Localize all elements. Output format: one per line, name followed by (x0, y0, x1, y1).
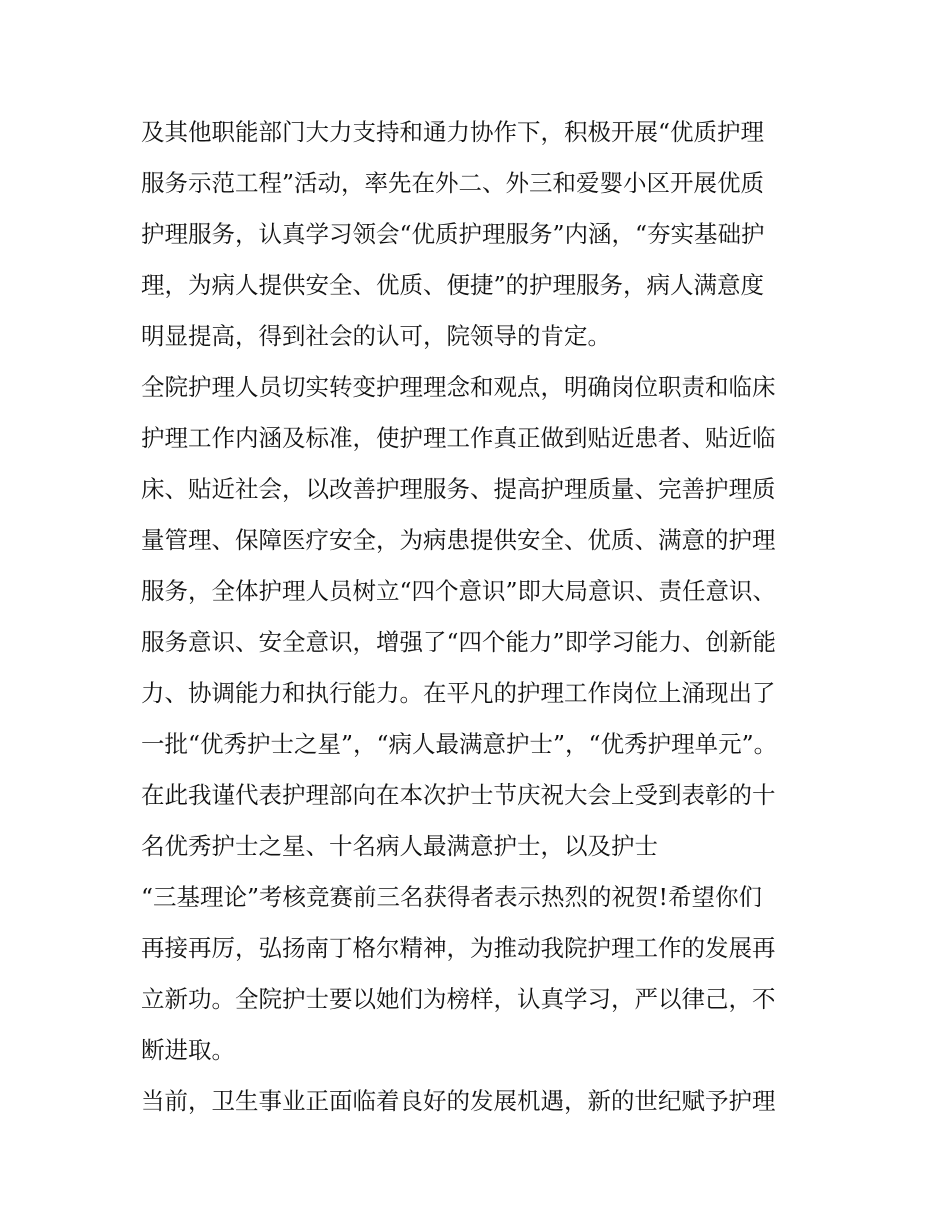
text-line: 护理服务，认真学习领会“优质护理服务”内涵，“夯实基础护 (141, 220, 765, 248)
document-body (141, 107, 821, 1127)
text-line: 服务意识、安全意识，增强了“四个能力”即学习能力、创新能 (141, 628, 777, 656)
text-line: 再接再厉，弘扬南丁格尔精神，为推动我院护理工作的发展再 (141, 934, 776, 962)
text-line: 立新功。全院护士要以她们为榜样，认真学习，严以律己，不 (141, 985, 776, 1013)
text-line: 名优秀护士之星、十名病人最满意护士，以及护士 (141, 832, 658, 860)
text-line: 及其他职能部门大力支持和通力协作下，积极开展“优质护理 (141, 118, 765, 146)
paragraph-2 (141, 362, 821, 1076)
paragraph-3 (141, 1076, 821, 1127)
text-line: “三基理论”考核竞赛前三名获得者表示热烈的祝贺!希望你们 (141, 883, 762, 911)
text-line: 床、贴近社会，以改善护理服务、提高护理质量、完善护理质 (141, 475, 776, 503)
text-line: 护理工作内涵及标准，使护理工作真正做到贴近患者、贴近临 (141, 424, 776, 452)
text-line: 服务示范工程”活动，率先在外二、外三和爱婴小区开展优质 (141, 169, 765, 197)
text-line: 力、协调能力和执行能力。在平凡的护理工作岗位上涌现出了 (141, 679, 776, 707)
text-line: 断进取。 (141, 1036, 235, 1064)
text-line: 量管理、保障医疗安全，为病患提供安全、优质、满意的护理 (141, 526, 776, 554)
paragraph-1 (141, 107, 821, 362)
text-line: 一批“优秀护士之星”，“病人最满意护士”，“优秀护理单元”。 (141, 730, 778, 758)
text-line: 服务，全体护理人员树立“四个意识”即大局意识、责任意识、 (141, 577, 777, 605)
text-line: 在此我谨代表护理部向在本次护士节庆祝大会上受到表彰的十 (141, 781, 776, 809)
text-line: 全院护理人员切实转变护理理念和观点，明确岗位职责和临床 (141, 373, 776, 401)
text-line: 理，为病人提供安全、优质、便捷”的护理服务，病人满意度 (141, 271, 765, 299)
text-line: 明显提高，得到社会的认可，院领导的肯定。 (141, 322, 611, 350)
text-line: 当前，卫生事业正面临着良好的发展机遇，新的世纪赋予护理 (141, 1087, 776, 1115)
